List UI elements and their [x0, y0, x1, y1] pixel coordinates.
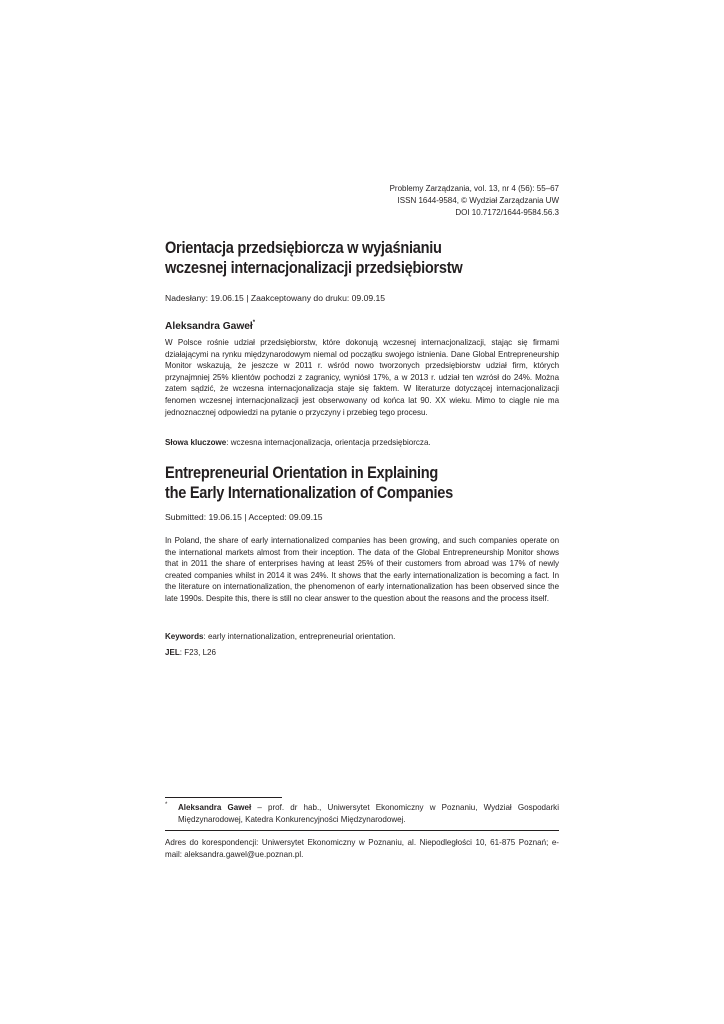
- english-title-line-1: Entrepreneurial Orientation in Explaining: [165, 464, 439, 482]
- english-abstract: In Poland, the share of early internationalized companies has been growing, and such companies operate on the international markets almost from their inception. The data of the Global Entrepreneurship Monitor shows that in 2011 the share of enterprises having at least 25% of their customers from abroad was 17% of newly created companies whilst in 2014 it was 24%. It shows that the early internationalization is becoming a fact. In the literature on internationalization, the phenomenon of early internationalization has been observed since the late 1990s. Despite this, there is still no clear answer to the question about the reasons and the process itself.: [165, 536, 559, 603]
- journal-citation: Problemy Zarządzania, vol. 13, nr 4 (56): 55–67: [389, 184, 559, 193]
- journal-doi: DOI 10.7172/1644-9584.56.3: [455, 208, 559, 217]
- author-name-text: Aleksandra Gaweł: [165, 321, 253, 332]
- footnote-divider: [165, 797, 282, 798]
- english-keywords-text: : early internationalization, entrepreneurial orientation.: [203, 632, 396, 641]
- author-footnote: [165, 802, 559, 825]
- footnote-text: – prof. dr hab., Uniwersytet Ekonomiczny w Poznaniu, Wydział Gospodarki Międzynarodowej, Katedra Konkurencyjności Międzynarodowej.: [178, 803, 559, 824]
- jel-text: : F23, L26: [179, 648, 217, 657]
- jel-codes: [165, 647, 559, 659]
- polish-abstract: W Polsce rośnie udział przedsiębiorstw, które dokonują wczesnej internacjonalizacji, stając się firmami działającymi na rynku międzynarodowym niemal od początku swojego istnienia. Dane Global Entrepreneurship Monitor wskazują, że jeszcze w 2011 r. wśród nowo tworzonych przedsiębiorstw udział firm, których przynajmniej 25% klientów pochodzi z zagranicy, wyniósł 17%, a w 2013 r. udział ten wzrósł do 24%. Można zatem sądzić, że wczesna internacjonalizacja staje się faktem. W literaturze dotyczącej internacjonalizacji fenomen wczesnej internacjonalizacji jest obserwowany od końca lat 90. XX wieku. Mimo to ciągle nie ma jednoznacznej odpowiedzi na pytanie o przyczyny i przebieg tego procesu.: [165, 338, 559, 417]
- english-keywords: [165, 631, 559, 643]
- footnote-mark: *: [165, 802, 168, 808]
- polish-title-line-1: Orientacja przedsiębiorcza w wyjaśnianiu: [165, 239, 442, 257]
- polish-title: [165, 238, 559, 278]
- correspondence-divider: [165, 830, 559, 831]
- english-title-line-2: the Early Internationalization of Companies: [165, 484, 453, 502]
- english-dates: Submitted: 19.06.15 | Accepted: 09.09.15: [165, 512, 323, 522]
- jel-label: JEL: [165, 648, 180, 657]
- polish-keywords-label: Słowa kluczowe: [165, 438, 227, 447]
- correspondence-address: Adres do korespondencji: Uniwersytet Ekonomiczny w Poznaniu, al. Niepodległości 10, 61-875 Poznań; e-mail: aleksandra.gawel@ue.poznan.pl.: [165, 838, 559, 859]
- polish-title-line-2: wczesnej internacjonalizacji przedsiębiorstw: [165, 259, 463, 277]
- footnote-author: Aleksandra Gaweł: [178, 803, 252, 812]
- author-name: [165, 316, 559, 334]
- english-keywords-label: Keywords: [165, 632, 204, 641]
- polish-keywords-text: : wczesna internacjonalizacja, orientacja przedsiębiorcza.: [226, 438, 431, 447]
- author-footnote-mark: *: [252, 320, 256, 326]
- journal-header: [300, 183, 559, 219]
- english-title: [165, 463, 559, 503]
- polish-keywords: [165, 437, 559, 449]
- polish-dates: Nadesłany: 19.06.15 | Zaakceptowany do druku: 09.09.15: [165, 293, 386, 303]
- journal-issn: ISSN 1644-9584, © Wydział Zarządzania UW: [397, 196, 559, 205]
